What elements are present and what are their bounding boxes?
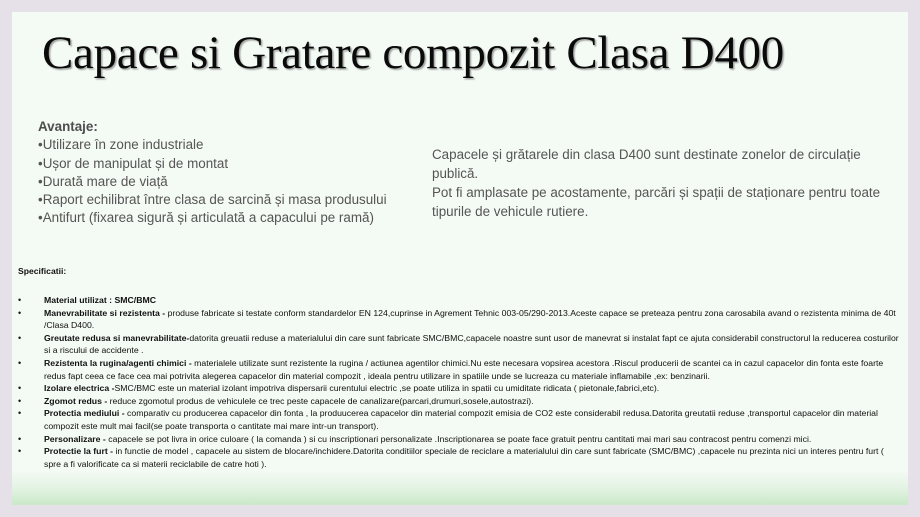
advantages-heading: Avantaje: — [38, 119, 98, 134]
spec-text: SMC/BMC este un material izolant impotriva dispersarii curentului electric ,se poate utiliza in spatii cu umiditate ridicata ( pietonale,fabrici,etc). — [114, 383, 660, 394]
spec-term: Manevrabilitate si rezistenta - — [44, 307, 168, 318]
spec-item — [12, 382, 902, 395]
bullet-icon: • — [38, 155, 43, 171]
advantage-item: •Antifurt (fixarea sigură și articulată a capacului pe ramă) — [38, 210, 374, 226]
spec-item — [12, 357, 902, 382]
spec-item — [12, 433, 902, 446]
bullet-icon: • — [18, 332, 22, 343]
bullet-icon: • — [18, 408, 22, 419]
bullet-icon: • — [18, 357, 22, 368]
bullet-icon: • — [38, 137, 43, 153]
bullet-icon: • — [38, 192, 43, 208]
bullet-icon: • — [38, 210, 43, 226]
advantage-item: •Durată mare de viață — [38, 173, 168, 189]
bullet-icon: • — [18, 433, 22, 444]
bullet-icon: • — [18, 307, 22, 318]
spec-item — [12, 407, 902, 432]
spec-text: capacele se pot livra in orice culoare ( la comanda ) si cu inscriptionari personalizate .Inscriptionarea se poate face gratuit pentru cantitati mai mari sau contracost pentru comenzi mici. — [108, 433, 812, 444]
advantages-section — [38, 118, 387, 228]
advantage-item: •Ușor de manipulat și de montat — [38, 155, 229, 171]
slide-title: Capace si Gratare compozit Clasa D400 — [42, 27, 784, 79]
spec-term: Izolare electrica - — [44, 383, 115, 394]
spec-text: produse fabricate si testate conform standardelor EN 124,cuprinse in Agrement Tehnic 003-05/290-2013.Aceste capace se preteaza pentru zona carosabila avand o rezistenta minima de 40t /Clasa D400. — [44, 307, 896, 331]
bullet-icon: • — [18, 383, 22, 394]
specifications-heading: Specificatii: — [18, 266, 67, 276]
bullet-icon: • — [18, 446, 22, 457]
spec-item — [12, 294, 902, 307]
spec-term: Material utilizat : SMC/BMC — [44, 295, 156, 305]
slide — [12, 12, 908, 505]
spec-term: Greutate redusa si manevrabilitate- — [44, 332, 190, 343]
spec-text: comparativ cu producerea capacelor din fonta , la produucerea capacelor din material compozit emisia de CO2 este considerabil redusa.Datorita greutatii reduse ,transportul capacelor din material compozit este mult mai facil(se poate transporta o cantitate mai mare intr-un transport). — [44, 408, 878, 431]
spec-item — [12, 332, 902, 357]
bullet-icon: • — [18, 295, 22, 305]
advantage-item: •Raport echilibrat între clasa de sarcină și masa produsului — [38, 192, 387, 208]
spec-term: Rezistenta la rugina/agenti chimici - — [44, 357, 195, 368]
description-section — [432, 145, 902, 221]
spec-term: Zgomot redus - — [44, 395, 110, 406]
spec-item — [12, 395, 902, 408]
spec-term: Protectia mediului - — [44, 408, 128, 419]
spec-term: Personalizare - — [44, 433, 109, 444]
spec-text: reduce zgomotul produs de vehiculele ce trec peste capacele de canalizare(parcari,drumuri,sosele,autostrazi). — [109, 395, 534, 406]
spec-item — [12, 445, 902, 470]
description-paragraph: Capacele și grătarele din clasa D400 sunt destinate zonelor de circulație publică. — [432, 147, 861, 181]
bullet-icon: • — [18, 395, 22, 406]
description-paragraph: Pot fi amplasate pe acostamente, parcări și spații de staționare pentru toate tipurile de vehicule rutiere. — [432, 185, 881, 219]
spec-term: Protectie la furt - — [44, 446, 116, 457]
spec-text: in functie de model , capacele au sistem de blocare/inchidere.Datorita conditiilor speciale de reciclare a materialului din care sunt fabricate (SMC/BMC) ,capacele nu prezinta nici un interes pentru furt ( spre a fi valorificate ca si materii reciclabile de catre hoti ). — [44, 446, 884, 469]
bullet-icon: • — [38, 173, 43, 189]
spec-text: materialele utilizate sunt rezistente la rugina / actiunea agentilor chimici.Nu este necesara vopsirea acestora .Riscul producerii de scantei ca in cazul capacelor din fonta este foarte redus fapt ceea ce face cea mai potrivita alegerea capacelor din material compozit , ideala pentru utilizare in spatiile unde se lucreaza cu materiale inflamabile ,ex: benzinarii. — [44, 357, 884, 381]
spec-item — [12, 307, 902, 332]
advantage-item: •Utilizare în zone industriale — [38, 137, 204, 153]
spec-text: datorita greuatii reduse a materialului din care sunt fabricate SMC/BMC,capacele noastre sunt usor de manevrat si instalat fapt ce ajuta considerabil constructorul la reducerea costurilor si a riscului de accidente . — [44, 332, 899, 356]
specifications-list — [12, 294, 902, 470]
